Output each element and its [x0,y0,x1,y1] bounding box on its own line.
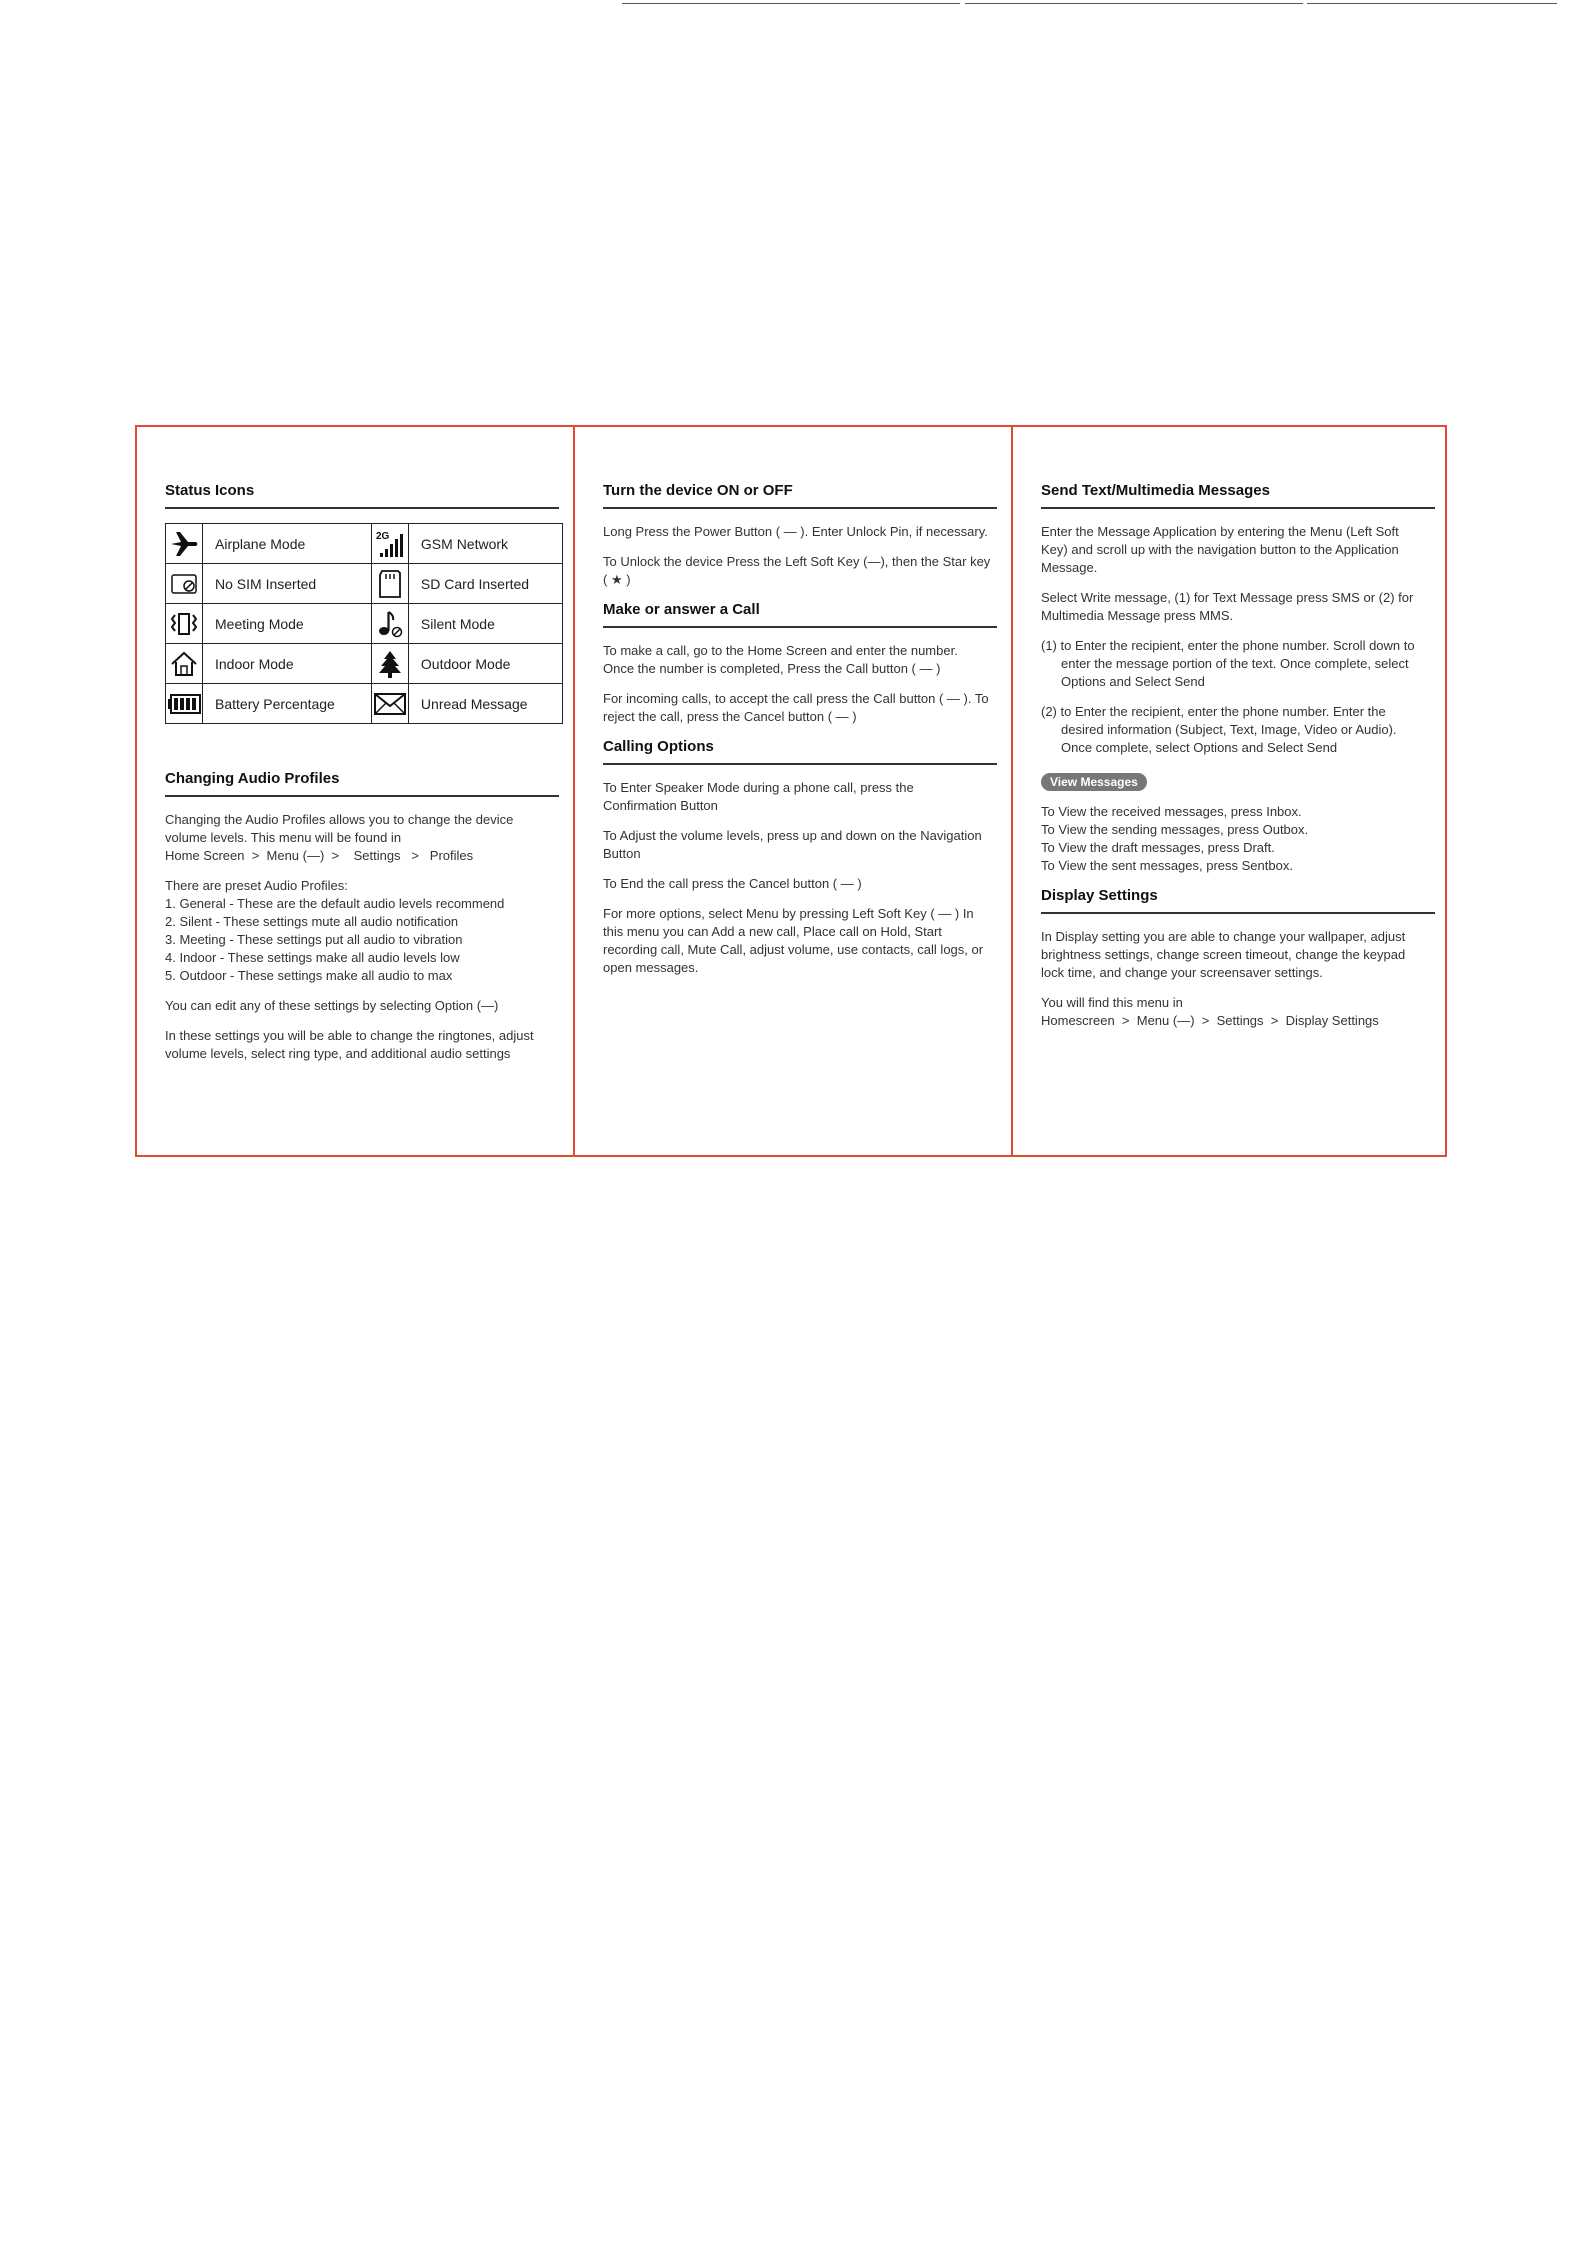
signal-2g-label: 2G [375,530,390,542]
top-rule-3 [1307,3,1557,4]
preset-heading: There are preset Audio Profiles: [165,878,348,893]
view-messages-line: To View the received messages, press Inbox. [1041,804,1302,819]
messages-text-2: Select Write message, (1) for Text Message press SMS or (2) for Multimedia Message press MMS. [1041,590,1414,623]
battery-icon [166,684,203,724]
audio-profiles-path: Home Screen > Menu (—) > Settings > Profiles [165,848,474,863]
table-row [166,684,563,724]
power-text-2: To Unlock the device Press the Left Soft Key (—), then the Star key ( ★ ) [603,554,991,587]
preset-item: 4. Indoor - These settings make all audio levels low [165,950,460,965]
status-label: GSM Network [408,524,562,564]
messages-text-4: (2) to Enter the recipient, enter the phone number. Enter the desired information (Subject, Text, Image, Video or Audio). Once complete, select Options and Select Send [1041,704,1397,755]
column-status-audio [137,427,575,1155]
status-icons-heading: Status Icons [165,482,559,509]
view-messages-line: To View the draft messages, press Draft. [1041,840,1275,855]
view-messages-line: To View the sending messages, press Outbox. [1041,822,1309,837]
audio-profiles-heading: Changing Audio Profiles [165,770,559,797]
calling-options-text-4: For more options, select Menu by pressing Left Soft Key ( — ) In this menu you can Add a new call, Place call on Hold, Start recording call, Mute Call, adjust volume, use contacts, call logs, or open messages. [603,906,984,975]
column-power-calls [575,427,1013,1155]
airplane-icon [166,524,203,564]
column-messages-display [1013,427,1445,1155]
view-messages-badge: View Messages [1041,773,1147,791]
table-row [166,644,563,684]
messages-text-3: (1) to Enter the recipient, enter the phone number. Scroll down to enter the message portion of the text. Once complete, select Options and Select Send [1041,638,1415,689]
view-messages-line: To View the sent messages, press Sentbox. [1041,858,1293,873]
calling-options-heading: Calling Options [603,738,997,765]
status-label: Outdoor Mode [408,644,562,684]
status-label: Unread Message [408,684,562,724]
manual-sheet [135,425,1447,1157]
audio-edit-note: You can edit any of these settings by selecting Option (—) [165,998,499,1013]
top-rule-2 [965,3,1303,4]
preset-item: 3. Meeting - These settings put all audio to vibration [165,932,463,947]
status-label: No SIM Inserted [203,564,372,604]
status-icons-table [165,523,563,724]
status-label: Battery Percentage [203,684,372,724]
status-label: SD Card Inserted [408,564,562,604]
house-icon [166,644,203,684]
vibrate-icon [166,604,203,644]
signal-2g-icon [371,524,408,564]
calling-options-text-1: To Enter Speaker Mode during a phone call, press the Confirmation Button [603,780,914,813]
calling-options-text-3: To End the call press the Cancel button ( — ) [603,876,862,891]
display-heading: Display Settings [1041,887,1435,914]
status-label: Airplane Mode [203,524,372,564]
preset-item: 1. General - These are the default audio levels recommend [165,896,505,911]
envelope-icon [371,684,408,724]
status-label: Meeting Mode [203,604,372,644]
audio-settings-note: In these settings you will be able to change the ringtones, adjust volume levels, select ring type, and additional audio settings [165,1028,534,1061]
silent-note-icon [371,604,408,644]
power-heading: Turn the device ON or OFF [603,482,997,509]
messages-heading: Send Text/Multimedia Messages [1041,482,1435,509]
top-rule-1 [622,3,960,4]
power-text-1: Long Press the Power Button ( — ). Enter Unlock Pin, if necessary. [603,524,988,539]
table-row [166,604,563,644]
display-path: Homescreen > Menu (—) > Settings > Display Settings [1041,1013,1379,1028]
audio-profiles-intro: Changing the Audio Profiles allows you to change the device volume levels. This menu will be found in [165,812,514,845]
sd-card-icon [371,564,408,604]
preset-item: 5. Outdoor - These settings make all audio to max [165,968,453,983]
display-text-1: In Display setting you are able to change your wallpaper, adjust brightness settings, change screen timeout, change the keypad lock time, and change your screensaver settings. [1041,929,1406,980]
calling-options-text-2: To Adjust the volume levels, press up and down on the Navigation Button [603,828,982,861]
preset-item: 2. Silent - These settings mute all audio notification [165,914,459,929]
table-row [166,564,563,604]
messages-text-1: Enter the Message Application by entering the Menu (Left Soft Key) and scroll up with the navigation button to the Application Message. [1041,524,1399,575]
call-text-1: To make a call, go to the Home Screen and enter the number. Once the number is completed, Press the Call button ( — ) [603,643,958,676]
status-label: Indoor Mode [203,644,372,684]
call-text-2: For incoming calls, to accept the call press the Call button ( — ). To reject the call, press the Cancel button ( — ) [603,691,989,724]
table-row [166,524,563,564]
status-label: Silent Mode [408,604,562,644]
no-sim-icon [166,564,203,604]
call-heading: Make or answer a Call [603,601,997,628]
display-text-2: You will find this menu in [1041,995,1183,1010]
tree-icon [371,644,408,684]
